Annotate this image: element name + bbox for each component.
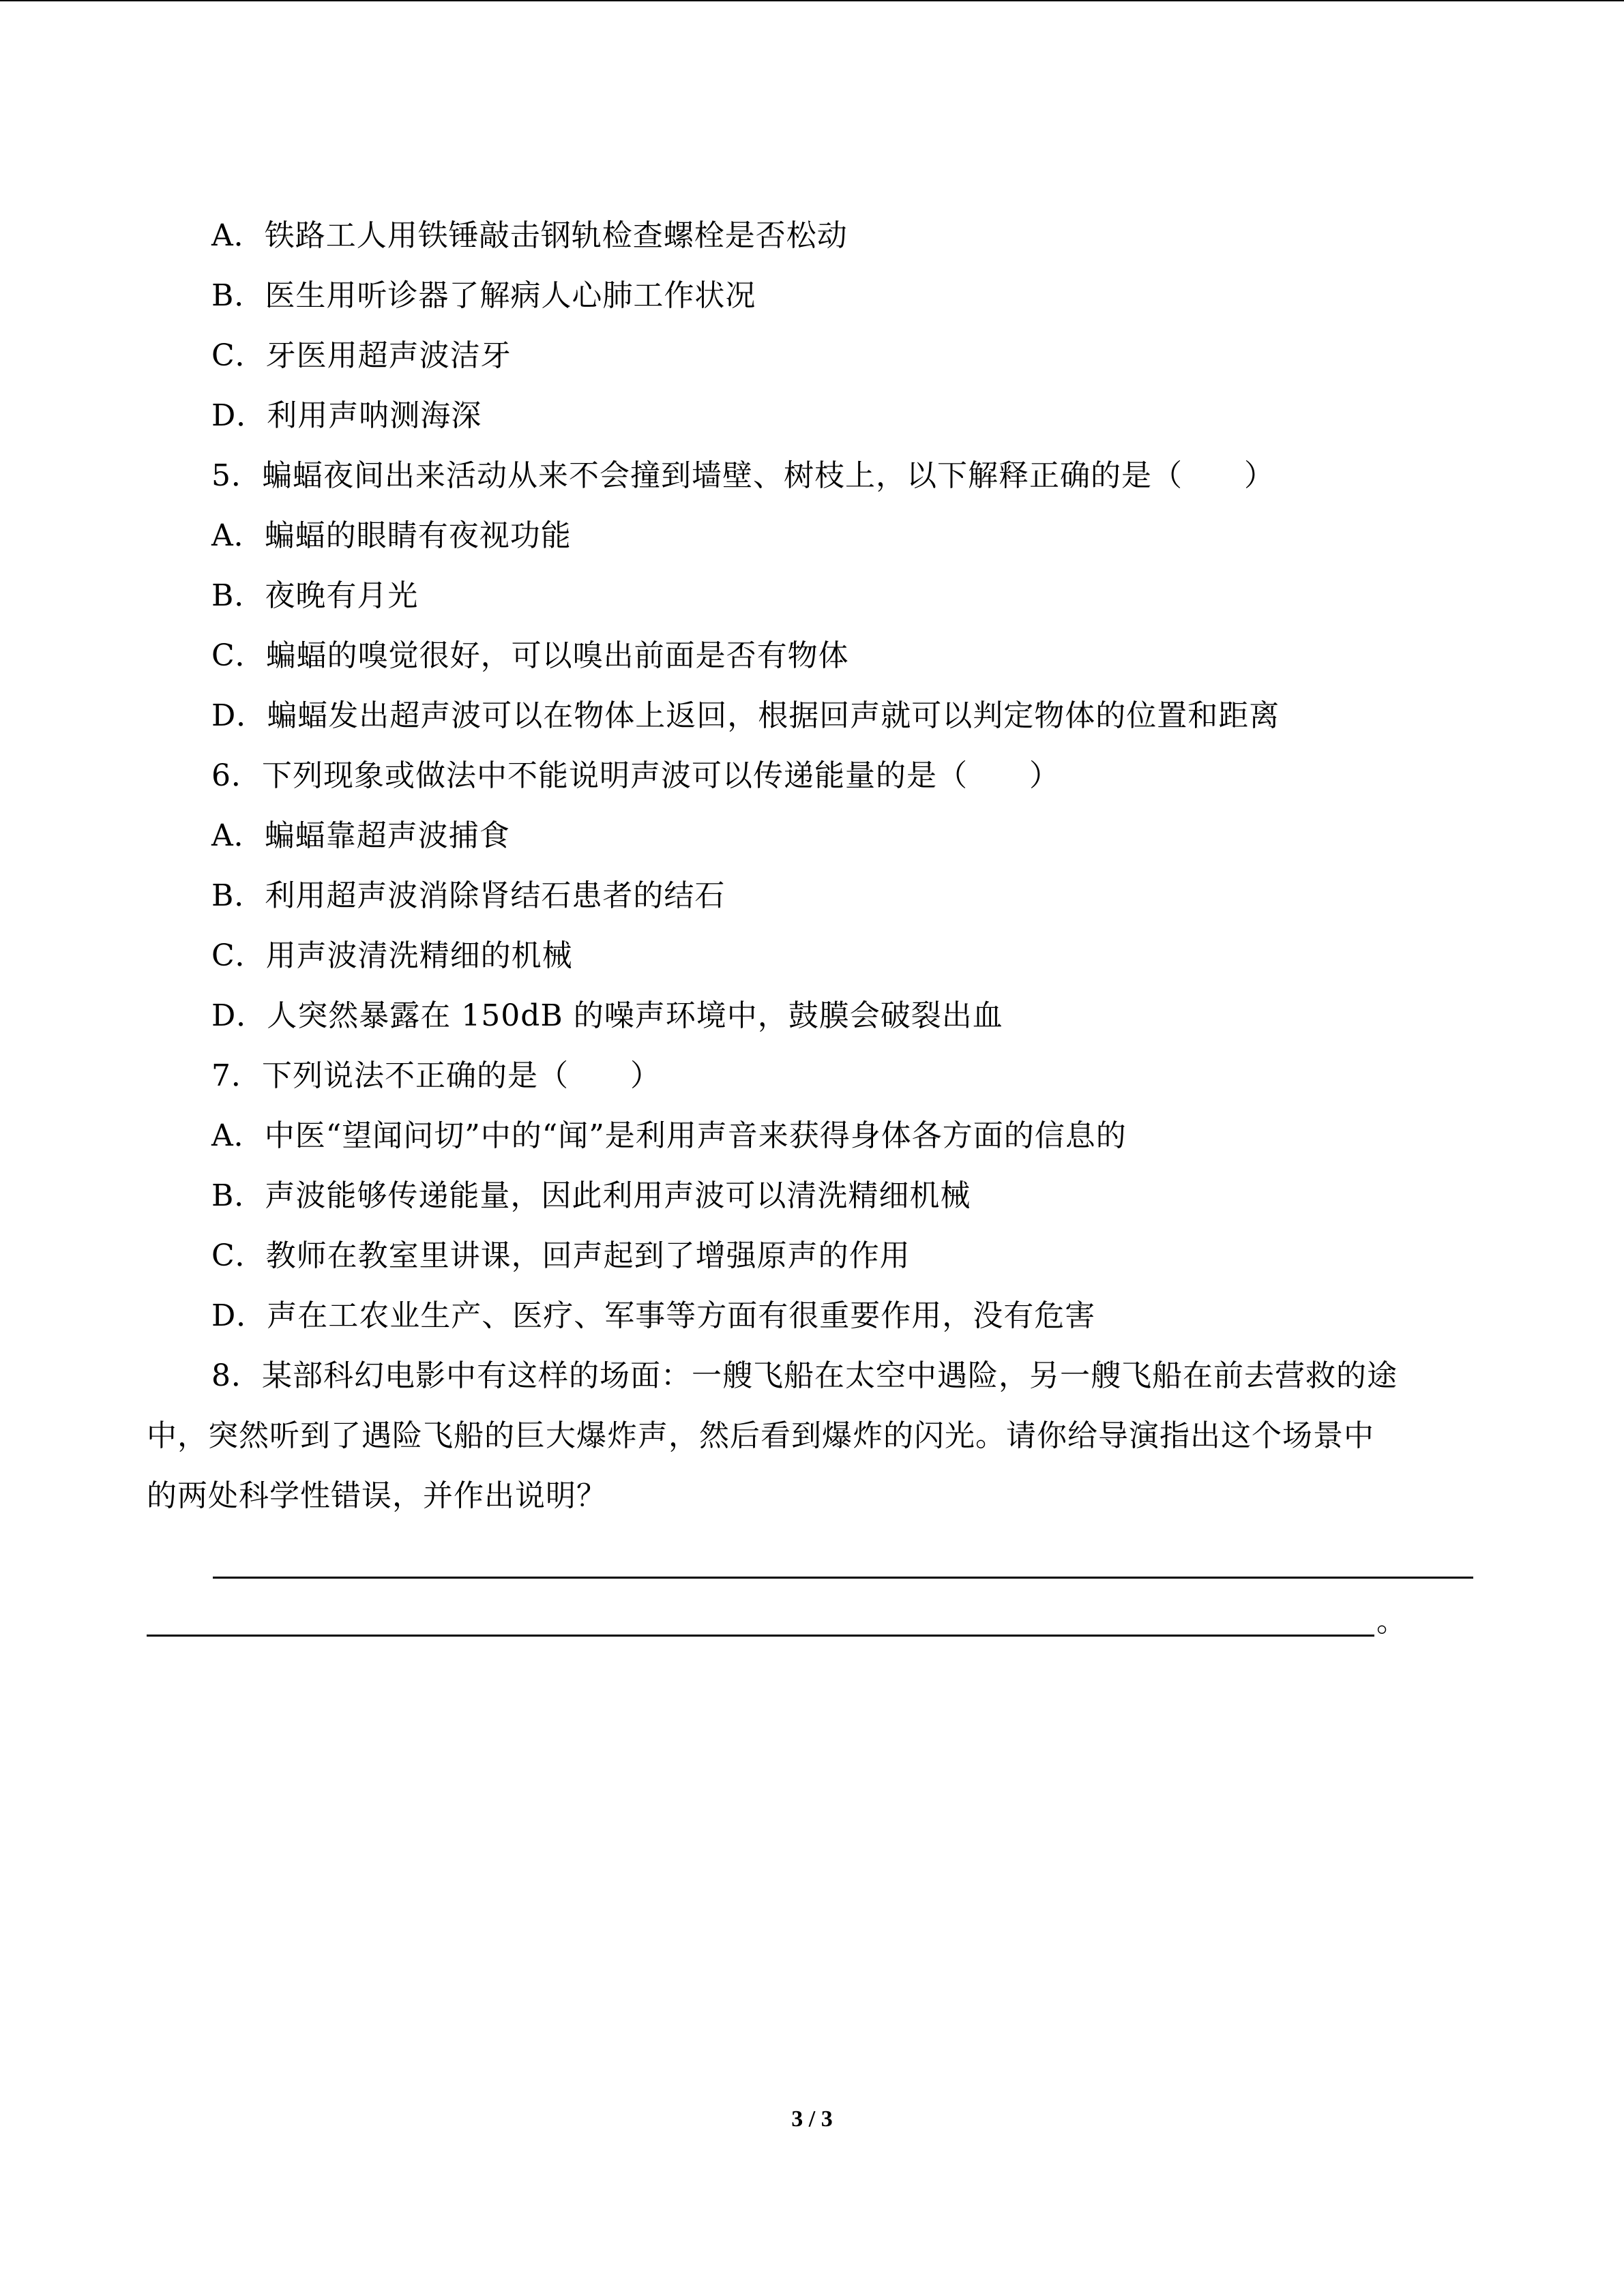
page-number: 3 / 3 <box>791 2106 833 2132</box>
q6-option-a: A．蝙蝠靠超声波捕食 <box>211 818 510 853</box>
q4-option-d: D．利用声呐测海深 <box>211 398 482 433</box>
q4-option-b: B．医生用听诊器了解病人心肺工作状况 <box>211 278 756 313</box>
q8-stem-line-1: 8．某部科幻电影中有这样的场面：一艘飞船在太空中遇险，另一艘飞船在前去营救的途 <box>211 1358 1398 1393</box>
q4-option-a: A．铁路工人用铁锤敲击钢轨检查螺栓是否松动 <box>211 218 848 253</box>
q4-option-c: C．牙医用超声波洁牙 <box>211 338 512 373</box>
q5-stem: 5．蝙蝠夜间出来活动从来不会撞到墙壁、树枝上，以下解释正确的是（ ） <box>211 458 1275 493</box>
answer-blank-line-2[interactable] <box>147 1635 1374 1637</box>
q5-option-d: D．蝙蝠发出超声波可以在物体上返回，根据回声就可以判定物体的位置和距离 <box>211 698 1280 733</box>
q7-option-c: C．教师在教室里讲课，回声起到了增强原声的作用 <box>211 1238 911 1273</box>
q7-option-d: D．声在工农业生产、医疗、军事等方面有很重要作用，没有危害 <box>211 1298 1096 1333</box>
answer-end-mark: 。 <box>1376 1604 1406 1639</box>
q7-option-b: B．声波能够传递能量，因此利用声波可以清洗精细机械 <box>211 1178 971 1213</box>
q6-option-b: B．利用超声波消除肾结石患者的结石 <box>211 878 726 913</box>
q6-stem: 6．下列现象或做法中不能说明声波可以传递能量的是（ ） <box>211 758 1060 793</box>
q5-option-c: C．蝙蝠的嗅觉很好，可以嗅出前面是否有物体 <box>211 638 849 673</box>
q7-stem: 7．下列说法不正确的是（ ） <box>211 1058 661 1093</box>
q8-stem-line-3: 的两处科学性错误，并作出说明？ <box>147 1478 607 1513</box>
answer-blank-line-1[interactable] <box>213 1577 1473 1579</box>
q5-option-b: B．夜晚有月光 <box>211 578 419 613</box>
q5-option-a: A．蝙蝠的眼睛有夜视功能 <box>211 518 572 553</box>
q6-option-c: C．用声波清洗精细的机械 <box>211 938 573 973</box>
q7-option-a: A．中医“望闻问切”中的“闻”是利用声音来获得身体各方面的信息的 <box>211 1118 1127 1153</box>
q6-option-d: D．人突然暴露在 150dB 的噪声环境中，鼓膜会破裂出血 <box>211 998 1003 1033</box>
q8-stem-line-2: 中，突然听到了遇险飞船的巨大爆炸声，然后看到爆炸的闪光。请你给导演指出这个场景中 <box>147 1418 1374 1453</box>
